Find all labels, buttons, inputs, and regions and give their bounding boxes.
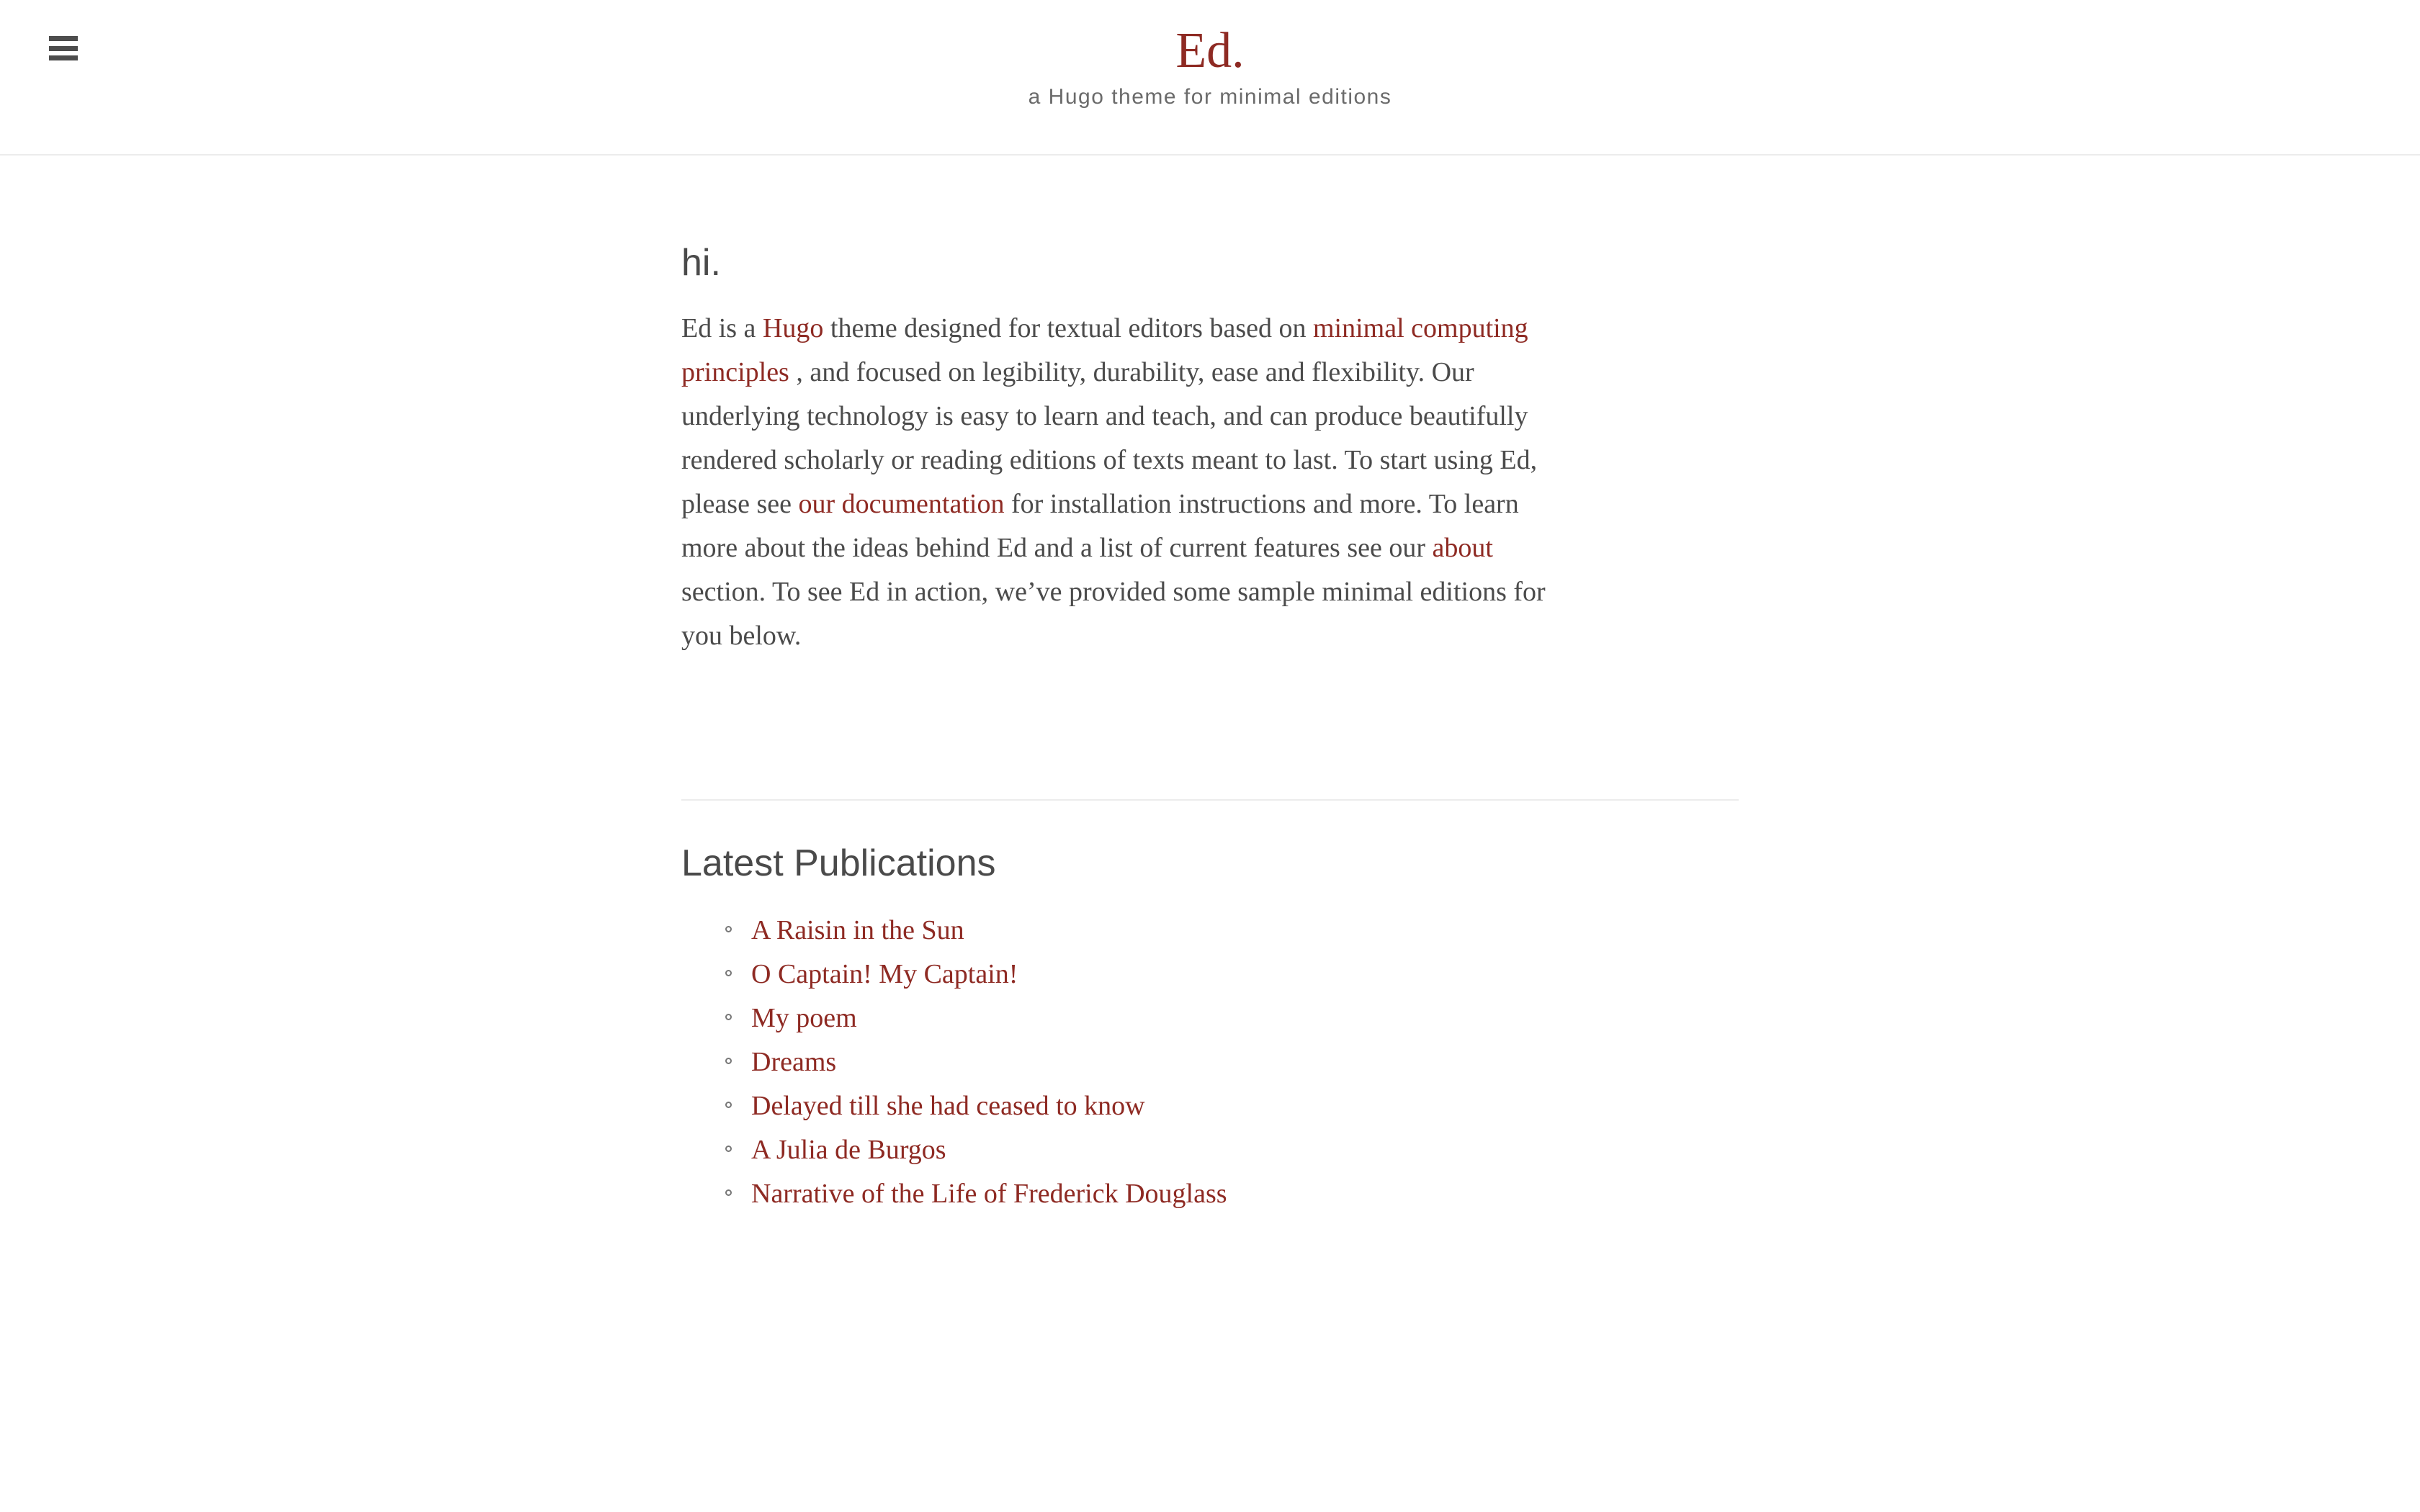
paragraph-text: Ed is a (681, 313, 763, 343)
paragraph-line (681, 614, 1739, 658)
publication-link[interactable]: A Julia de Burgos (751, 1135, 946, 1165)
section-divider (681, 799, 1739, 801)
publication-link[interactable]: Narrative of the Life of Frederick Douglass (751, 1179, 1227, 1209)
inline-link[interactable]: about (1432, 533, 1493, 563)
publication-link[interactable]: My poem (751, 1003, 857, 1033)
publication-link[interactable]: A Raisin in the Sun (751, 915, 964, 945)
paragraph-text: , and focused on legibility, durability, ease and flexibility. Our (789, 357, 1474, 387)
inline-link[interactable]: Hugo (762, 313, 824, 343)
circle-bullet-icon (725, 1058, 732, 1064)
site-header (0, 0, 2420, 156)
paragraph-line (681, 570, 1739, 614)
publication-item (681, 909, 1739, 953)
publication-item (681, 1172, 1739, 1216)
paragraph-line (681, 351, 1739, 395)
publication-item (681, 1040, 1739, 1084)
inline-link[interactable]: minimal computing (1312, 313, 1528, 343)
menu-button[interactable] (49, 36, 81, 60)
circle-bullet-icon (725, 1189, 732, 1196)
paragraph-line (681, 395, 1739, 438)
paragraph-line (681, 526, 1739, 570)
circle-bullet-icon (725, 970, 732, 976)
greeting-heading: hi. (681, 242, 721, 284)
site-subtitle: a Hugo theme for minimal editions (1028, 85, 1392, 109)
paragraph-text: you below. (681, 621, 802, 651)
publication-link[interactable]: Delayed till she had ceased to know (751, 1091, 1145, 1121)
paragraph-line (681, 438, 1739, 482)
paragraph-text: more about the ideas behind Ed and a list of current features see our (681, 533, 1433, 563)
circle-bullet-icon (725, 1146, 732, 1152)
publications-heading: Latest Publications (681, 842, 996, 884)
paragraph-text: theme designed for textual editors based on (823, 313, 1313, 343)
intro-paragraph (681, 307, 1739, 658)
publication-link[interactable]: Dreams (751, 1047, 837, 1077)
publications-list (681, 909, 1739, 1216)
publication-item (681, 996, 1739, 1040)
circle-bullet-icon (725, 1102, 732, 1108)
masthead (0, 0, 2420, 109)
paragraph-line (681, 482, 1739, 526)
publication-item (681, 953, 1739, 996)
site-title[interactable]: Ed. (1175, 23, 1245, 78)
main-content (681, 240, 1739, 1216)
paragraph-line (681, 307, 1739, 351)
paragraph-text: please see (681, 489, 799, 519)
paragraph-text: for installation instructions and more. To learn (1004, 489, 1519, 519)
paragraph-text: section. To see Ed in action, we’ve provided some sample minimal editions for (681, 577, 1546, 607)
circle-bullet-icon (725, 1014, 732, 1020)
publication-link[interactable]: O Captain! My Captain! (751, 959, 1018, 989)
inline-link[interactable]: our documentation (798, 489, 1005, 519)
publication-item (681, 1084, 1739, 1128)
paragraph-text: underlying technology is easy to learn and teach, and can produce beautifully (681, 401, 1528, 431)
circle-bullet-icon (725, 926, 732, 932)
inline-link[interactable]: principles (681, 357, 789, 387)
paragraph-text: rendered scholarly or reading editions of texts meant to last. To start using Ed, (681, 445, 1538, 475)
publication-item (681, 1128, 1739, 1172)
